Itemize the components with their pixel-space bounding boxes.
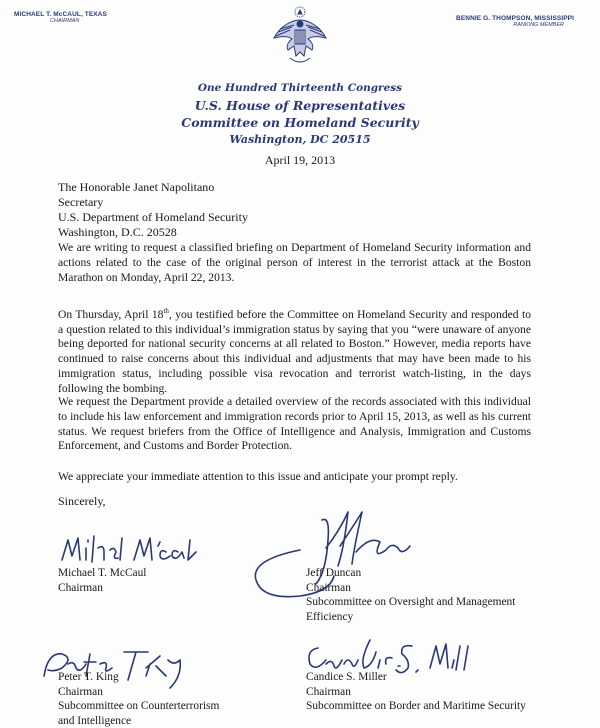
ordinal-suffix: th (163, 307, 168, 315)
signatory-title: Chairman (58, 581, 146, 596)
recipient-department: U.S. Department of Homeland Security (58, 210, 248, 225)
letterhead-ranking-role: RANKING MEMBER (456, 22, 564, 28)
signatory-name: Jeff Duncan (306, 566, 515, 581)
signatory-king (58, 670, 219, 728)
signatory-subcommittee: Subcommittee on Border and Maritime Security (306, 699, 526, 714)
house-line: U.S. House of Representatives (0, 97, 600, 114)
signatory-name: Michael T. McCaul (58, 566, 146, 581)
signatory-mccaul (58, 566, 146, 595)
eagle-seal-icon (270, 6, 330, 74)
signatory-title: Chairman (58, 685, 219, 700)
signatory-name: Peter T. King (58, 670, 219, 685)
letter-date: April 19, 2013 (0, 153, 600, 168)
letterhead-ranking-member (456, 15, 574, 28)
signatory-subcommittee-cont: and Intelligence (58, 714, 219, 728)
signatory-name: Candice S. Miller (306, 670, 526, 685)
miller-signature-icon (309, 640, 468, 673)
letterhead-ranking-name: BENNIE G. THOMPSON, MISSISSIPPI (456, 15, 574, 22)
body-paragraph-3: We request the Department provide a detailed overview of the records associated with this individual to include his law enforcement and immigration records prior to April 15, 2013, as well as his current status. We request briefers from the Office of Intelligence and Analysis, Immigration and Customs Enforcement, and Customs and Border Protection. (58, 395, 531, 454)
signatory-title: Chairman (306, 685, 526, 700)
closing: Sincerely, (58, 494, 106, 509)
recipient-name: The Honorable Janet Napolitano (58, 180, 248, 195)
letterhead-chairman (14, 11, 107, 24)
recipient-address (58, 180, 248, 240)
committee-header (0, 80, 600, 148)
recipient-city: Washington, D.C. 20528 (58, 225, 248, 240)
signatory-title: Chairman (306, 581, 515, 596)
city-line: Washington, DC 20515 (0, 131, 600, 148)
committee-line: Committee on Homeland Security (0, 114, 600, 131)
letterhead-chairman-name: MICHAEL T. McCAUL, TEXAS (14, 11, 107, 18)
paragraph-2-start: On Thursday, April 18 (58, 308, 163, 321)
congress-line: One Hundred Thirteenth Congress (0, 80, 600, 97)
signatory-duncan (306, 566, 515, 624)
signatory-subcommittee: Subcommittee on Counterterrorism (58, 699, 219, 714)
body-paragraph-1: We are writing to request a classified briefing on Department of Homeland Security information and actions related to the case of the original person of interest in the terrorist attack at the Boston Marathon on Monday, April 22, 2013. (58, 241, 531, 285)
body-paragraph-2 (58, 304, 531, 397)
signatory-miller (306, 670, 526, 714)
paragraph-2-rest: , you testified before the Committee on Homeland Security and responded to a question related to this individual’s immigration status by saying that you “were unaware of anyone being deported for national security concerns at all related to Boston.” However, media reports have continued to raise concerns about this individual and adjustments that may have been made to his immigration status, including possible visa revocation and terrorist watch-listing, in the days following the bombing. (58, 308, 531, 395)
recipient-title: Secretary (58, 195, 248, 210)
mccaul-signature-icon (62, 536, 196, 562)
letterhead-chairman-role: CHAIRMAN (50, 18, 107, 24)
body-paragraph-4: We appreciate your immediate attention to this issue and anticipate your prompt reply. (58, 470, 531, 485)
signatory-subcommittee: Subcommittee on Oversight and Management (306, 595, 515, 610)
signatory-subcommittee-cont: Efficiency (306, 610, 515, 625)
